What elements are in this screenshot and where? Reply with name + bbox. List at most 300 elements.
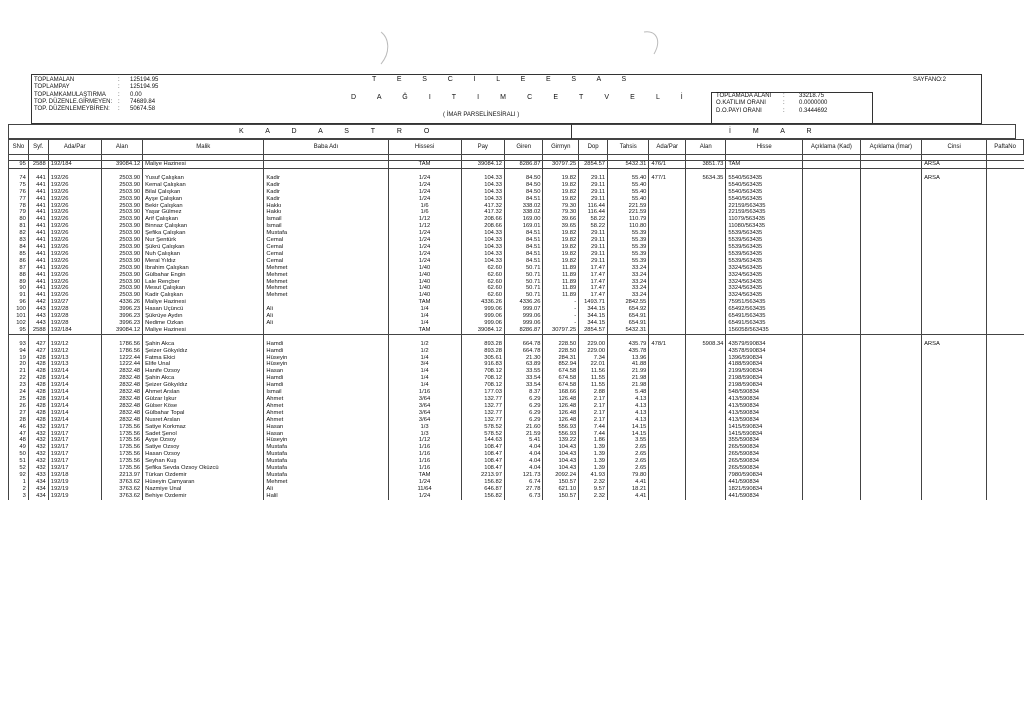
table-cell <box>860 244 921 251</box>
table-cell <box>686 382 726 389</box>
table-cell <box>686 306 726 313</box>
table-cell: 441/590834 <box>726 493 803 500</box>
table-cell: 2199/590834 <box>726 368 803 375</box>
table-cell <box>686 444 726 451</box>
table-cell: 39084.12 <box>461 327 504 334</box>
table-cell: 126.48 <box>543 417 579 424</box>
table-cell: Mustafa <box>264 444 388 451</box>
column-header: Malik <box>143 140 264 155</box>
table-cell: 29.11 <box>579 182 608 189</box>
table-cell: 5540/563435 <box>726 175 803 182</box>
table-cell: 50 <box>9 451 29 458</box>
table-cell: 1/40 <box>388 279 461 286</box>
table-cell <box>922 272 987 279</box>
table-cell <box>803 472 861 479</box>
table-cell: 84.51 <box>504 244 542 251</box>
table-cell <box>649 279 686 286</box>
table-cell <box>686 417 726 424</box>
table-cell: 4.04 <box>504 465 542 472</box>
table-cell <box>649 403 686 410</box>
table-cell: 2588 <box>28 327 48 334</box>
table-row <box>9 292 1024 299</box>
table-cell <box>860 355 921 362</box>
table-cell: 432 <box>28 465 48 472</box>
table-cell: Nazmiye Ünal <box>143 486 264 493</box>
table-cell: 168.66 <box>543 389 579 396</box>
table-cell: ARSA <box>922 175 987 182</box>
table-cell: Hasan Üçüncü <box>143 306 264 313</box>
table-cell <box>987 465 1024 472</box>
table-cell: 2832.48 <box>101 382 142 389</box>
table-cell <box>860 285 921 292</box>
table-cell: 192/26 <box>48 175 101 182</box>
table-cell: 84.51 <box>504 258 542 265</box>
table-cell: 999.06 <box>461 306 504 313</box>
table-cell <box>649 431 686 438</box>
table-cell <box>803 189 861 196</box>
table-cell: 11079/563435 <box>726 216 803 223</box>
table-cell: 139.22 <box>543 437 579 444</box>
table-cell: 435.79 <box>608 341 649 348</box>
table-cell <box>649 265 686 272</box>
table-cell <box>987 189 1024 196</box>
table-cell: 674.58 <box>543 368 579 375</box>
table-cell: Nur Şentürk <box>143 237 264 244</box>
table-cell: 169.01 <box>504 223 542 230</box>
table-cell: Yaşar Gülmez <box>143 209 264 216</box>
table-cell: 84.51 <box>504 230 542 237</box>
table-cell <box>987 486 1024 493</box>
table-cell: 88 <box>9 272 29 279</box>
table-cell <box>922 251 987 258</box>
table-cell: 11.89 <box>543 285 579 292</box>
table-cell <box>686 230 726 237</box>
table-row <box>9 216 1024 223</box>
table-cell <box>803 465 861 472</box>
table-cell: 1/4 <box>388 368 461 375</box>
table-cell: 441 <box>28 196 48 203</box>
table-cell <box>922 182 987 189</box>
table-cell: TAM <box>726 161 803 169</box>
table-cell: Hasan <box>264 431 388 438</box>
table-cell: 132.77 <box>461 410 504 417</box>
table-cell <box>987 320 1024 327</box>
ratio-value: 0.3444692 <box>799 107 828 114</box>
column-header: Ada/Par <box>48 140 101 155</box>
table-cell <box>922 327 987 334</box>
ratio-row <box>716 108 827 115</box>
table-cell <box>803 431 861 438</box>
table-cell: Gülbahar Topal <box>143 410 264 417</box>
table-cell <box>649 244 686 251</box>
table-cell: 11.89 <box>543 272 579 279</box>
table-cell <box>649 458 686 465</box>
table-cell <box>922 486 987 493</box>
table-cell: Meral Yıldız <box>143 258 264 265</box>
table-cell <box>649 258 686 265</box>
table-cell <box>987 424 1024 431</box>
table-cell: 2.17 <box>579 410 608 417</box>
table-cell: Satiye Özsoy <box>143 444 264 451</box>
table-cell: ARSA <box>922 161 987 169</box>
table-cell: Şahin Akca <box>143 375 264 382</box>
table-cell: 192/26 <box>48 209 101 216</box>
table-cell: 5432.31 <box>608 161 649 169</box>
table-cell: 62.60 <box>461 265 504 272</box>
column-header: SNo <box>9 140 29 155</box>
table-cell <box>922 237 987 244</box>
table-cell: 192/26 <box>48 216 101 223</box>
table-cell: 192/26 <box>48 285 101 292</box>
column-header: Alan <box>101 140 142 155</box>
table-cell: 441 <box>28 237 48 244</box>
table-cell: 229.00 <box>579 348 608 355</box>
table-cell: 104.33 <box>461 182 504 189</box>
table-cell <box>987 230 1024 237</box>
table-cell: 110.80 <box>608 223 649 230</box>
table-cell: 2213.97 <box>461 472 504 479</box>
table-cell <box>987 327 1024 334</box>
table-cell <box>803 341 861 348</box>
table-cell <box>860 161 921 169</box>
table-cell: 65491/563435 <box>726 313 803 320</box>
table-cell: 18.21 <box>608 486 649 493</box>
table-cell <box>803 161 861 169</box>
table-cell: 192/26 <box>48 279 101 286</box>
table-cell: 11.55 <box>579 375 608 382</box>
table-cell: 55.39 <box>608 230 649 237</box>
table-cell: Yusuf Çalışkan <box>143 175 264 182</box>
table-cell: 21.60 <box>504 424 542 431</box>
table-row <box>9 368 1024 375</box>
table-cell <box>860 410 921 417</box>
table-cell <box>860 382 921 389</box>
table-cell: 2092.24 <box>543 472 579 479</box>
table-cell: 5539/563435 <box>726 230 803 237</box>
table-cell: 29.11 <box>579 251 608 258</box>
table-cell: 3.55 <box>608 437 649 444</box>
table-cell <box>987 355 1024 362</box>
table-cell <box>922 244 987 251</box>
table-cell: 150.57 <box>543 493 579 500</box>
table-cell: 6.73 <box>504 493 542 500</box>
table-cell <box>860 216 921 223</box>
table-cell: 434 <box>28 486 48 493</box>
column-header: Baba Adı <box>264 140 388 155</box>
table-cell <box>649 424 686 431</box>
table-cell <box>803 382 861 389</box>
table-cell: 5539/563435 <box>726 258 803 265</box>
table-cell: 87 <box>9 265 29 272</box>
table-cell: 65491/563435 <box>726 320 803 327</box>
table-cell <box>686 396 726 403</box>
table-cell: Fatma Ekici <box>143 355 264 362</box>
table-cell <box>686 203 726 210</box>
table-cell <box>686 368 726 375</box>
table-cell: 79.30 <box>543 203 579 210</box>
table-cell: 192/28 <box>48 313 101 320</box>
table-cell: 4.41 <box>608 479 649 486</box>
table-cell: 208.66 <box>461 216 504 223</box>
table-cell: 1/16 <box>388 465 461 472</box>
header-ratios <box>716 93 827 115</box>
table-cell <box>803 182 861 189</box>
table-row <box>9 244 1024 251</box>
table-cell: 14.15 <box>608 424 649 431</box>
total-label: TOP. DÜZENLE.GİRMEYEN: <box>34 98 113 105</box>
table-cell: Maliye Hazinesi <box>143 299 264 306</box>
table-cell: 6.29 <box>504 410 542 417</box>
table-cell <box>987 410 1024 417</box>
table-cell: 1.39 <box>579 458 608 465</box>
table-cell <box>922 361 987 368</box>
table-cell: Kemal Çalışkan <box>143 182 264 189</box>
table-cell: Ali <box>264 306 388 313</box>
table-cell: 29.11 <box>579 175 608 182</box>
table-cell: 2.17 <box>579 396 608 403</box>
table-cell: 192/12 <box>48 341 101 348</box>
ratio-value: 33218.75 <box>799 93 825 99</box>
table-cell <box>860 389 921 396</box>
table-cell: 4336.26 <box>101 299 142 306</box>
table-cell: 192/19 <box>48 479 101 486</box>
table-cell <box>649 382 686 389</box>
table-cell <box>649 355 686 362</box>
table-cell: 8286.87 <box>504 327 542 334</box>
table-cell: 62.60 <box>461 279 504 286</box>
table-cell: 428 <box>28 368 48 375</box>
table-cell <box>860 486 921 493</box>
table-cell: 442 <box>28 299 48 306</box>
table-cell <box>649 444 686 451</box>
table-cell <box>860 348 921 355</box>
table-cell: 432 <box>28 431 48 438</box>
table-cell: Kadir <box>264 189 388 196</box>
table-cell: 108.47 <box>461 451 504 458</box>
table-cell: 3851.73 <box>686 161 726 169</box>
table-cell <box>803 389 861 396</box>
table-cell: Nedime Özkan <box>143 320 264 327</box>
table-cell: 104.33 <box>461 258 504 265</box>
table-cell: 441/590834 <box>726 479 803 486</box>
table-cell <box>987 389 1024 396</box>
table-cell: Sadet Şenol <box>143 431 264 438</box>
table-cell <box>803 265 861 272</box>
table-cell <box>686 292 726 299</box>
table-cell: Mehmet <box>264 265 388 272</box>
table-cell <box>803 493 861 500</box>
table-cell <box>686 389 726 396</box>
table-cell <box>987 451 1024 458</box>
table-cell: 674.58 <box>543 375 579 382</box>
table-cell: Mehmet <box>264 285 388 292</box>
table-cell: 1/16 <box>388 389 461 396</box>
table-cell: - <box>543 320 579 327</box>
table-cell <box>922 196 987 203</box>
table-cell <box>686 361 726 368</box>
table-cell: 5539/563435 <box>726 244 803 251</box>
table-cell: 1.39 <box>579 465 608 472</box>
table-row <box>9 424 1024 431</box>
table-cell: 19.82 <box>543 175 579 182</box>
table-cell: 11080/563435 <box>726 223 803 230</box>
table-cell: 192/17 <box>48 424 101 431</box>
table-cell: 74 <box>9 175 29 182</box>
table-row <box>9 320 1024 327</box>
table-cell: Binnaz Çalışkan <box>143 223 264 230</box>
table-cell: 78 <box>9 203 29 210</box>
table-cell: 2503.90 <box>101 244 142 251</box>
table-cell: 17.47 <box>579 272 608 279</box>
total-row <box>34 92 158 99</box>
table-cell: 21.98 <box>608 382 649 389</box>
table-cell: 192/14 <box>48 410 101 417</box>
table-cell: 556.93 <box>543 431 579 438</box>
table-cell: 19.82 <box>543 244 579 251</box>
table-cell: Kadir Çalışkan <box>143 292 264 299</box>
total-value: 74689.84 <box>130 98 156 105</box>
table-cell: TAM <box>388 299 461 306</box>
table-cell: 95 <box>9 327 29 334</box>
table-cell <box>987 313 1024 320</box>
table-cell: 75 <box>9 182 29 189</box>
table-cell <box>686 451 726 458</box>
table-cell: TAM <box>388 472 461 479</box>
table-cell: 2.88 <box>579 389 608 396</box>
table-row <box>9 479 1024 486</box>
table-cell: 2588 <box>28 161 48 169</box>
table-cell: 2503.90 <box>101 251 142 258</box>
table-cell: 84.50 <box>504 175 542 182</box>
table-cell: 192/12 <box>48 348 101 355</box>
table-cell: 104.33 <box>461 175 504 182</box>
table-cell: 94 <box>9 348 29 355</box>
table-cell: 305.61 <box>461 355 504 362</box>
table-cell: 432 <box>28 424 48 431</box>
table-cell: 1/24 <box>388 479 461 486</box>
table-cell: 33.54 <box>504 375 542 382</box>
table-cell: 4.13 <box>608 396 649 403</box>
table-cell: 1/40 <box>388 272 461 279</box>
header-totals <box>34 77 158 113</box>
table-cell: 5.41 <box>504 437 542 444</box>
table-cell: 443 <box>28 306 48 313</box>
table-cell: Mesut Çalışkan <box>143 285 264 292</box>
table-cell: 19.82 <box>543 196 579 203</box>
table-cell: 30797.25 <box>543 161 579 169</box>
table-cell: 208.66 <box>461 223 504 230</box>
table-cell: 5540/563435 <box>726 196 803 203</box>
table-cell: Seyhan Kuş <box>143 458 264 465</box>
table-cell: 104.33 <box>461 196 504 203</box>
header-divider <box>872 92 873 123</box>
table-cell: 441 <box>28 285 48 292</box>
table-cell: 432 <box>28 458 48 465</box>
table-cell <box>649 299 686 306</box>
table-cell: 19.82 <box>543 189 579 196</box>
table-cell <box>987 341 1024 348</box>
table-cell <box>803 458 861 465</box>
table-cell: 55.40 <box>608 175 649 182</box>
table-cell: 17.47 <box>579 285 608 292</box>
table-cell <box>860 417 921 424</box>
table-cell: 413/590834 <box>726 403 803 410</box>
table-cell: 19.82 <box>543 251 579 258</box>
pen-mark-left <box>375 30 395 66</box>
table-cell: 1/2 <box>388 348 461 355</box>
table-cell <box>803 355 861 362</box>
table-row <box>9 410 1024 417</box>
table-row <box>9 451 1024 458</box>
table-cell: 108.47 <box>461 444 504 451</box>
table-cell <box>860 493 921 500</box>
table-cell: 1/24 <box>388 196 461 203</box>
table-cell: 3/64 <box>388 403 461 410</box>
table-cell: 1735.56 <box>101 424 142 431</box>
table-cell: 192/17 <box>48 451 101 458</box>
table-cell: 33.24 <box>608 272 649 279</box>
table-cell: 75951/563435 <box>726 299 803 306</box>
table-cell: 84.51 <box>504 237 542 244</box>
table-cell <box>860 237 921 244</box>
table-cell: 39084.12 <box>101 161 142 169</box>
table-cell <box>686 348 726 355</box>
table-cell: 1/40 <box>388 292 461 299</box>
table-cell <box>987 361 1024 368</box>
table-cell: 39.66 <box>543 216 579 223</box>
table-cell: 441 <box>28 203 48 210</box>
table-cell <box>987 237 1024 244</box>
table-cell: 192/19 <box>48 493 101 500</box>
table-cell: TAM <box>388 327 461 334</box>
table-cell <box>922 320 987 327</box>
table-cell: 1/24 <box>388 493 461 500</box>
table-cell: 9.57 <box>579 486 608 493</box>
table-cell: 428 <box>28 375 48 382</box>
table-cell: 39084.12 <box>101 327 142 334</box>
table-cell <box>686 285 726 292</box>
table-cell: 443 <box>28 320 48 327</box>
table-cell <box>686 410 726 417</box>
table-cell <box>649 361 686 368</box>
table-cell <box>686 216 726 223</box>
total-value: 0.00 <box>130 91 142 98</box>
table-cell: 192/26 <box>48 258 101 265</box>
table-cell: 441 <box>28 272 48 279</box>
table-cell: 52 <box>9 465 29 472</box>
table-cell: 4336.26 <box>504 299 542 306</box>
table-cell: 708.12 <box>461 375 504 382</box>
table-row <box>9 203 1024 210</box>
table-cell: 116.44 <box>579 203 608 210</box>
table-cell <box>686 196 726 203</box>
table-cell: 108.47 <box>461 465 504 472</box>
table-cell <box>987 216 1024 223</box>
table-cell <box>860 368 921 375</box>
table-cell: 428 <box>28 355 48 362</box>
table-cell <box>922 265 987 272</box>
table-cell: 441 <box>28 216 48 223</box>
total-value: 125194.95 <box>130 84 159 91</box>
table-cell <box>987 431 1024 438</box>
section-kadastro-label: K A D A S T R O <box>239 128 440 135</box>
table-cell: 2832.48 <box>101 403 142 410</box>
table-cell: 29.11 <box>579 258 608 265</box>
table-cell: 1/40 <box>388 265 461 272</box>
table-cell: Hüseyin <box>264 361 388 368</box>
document-title: T E S C İ L E E S A S <box>372 76 636 83</box>
table-cell: 2.65 <box>608 465 649 472</box>
